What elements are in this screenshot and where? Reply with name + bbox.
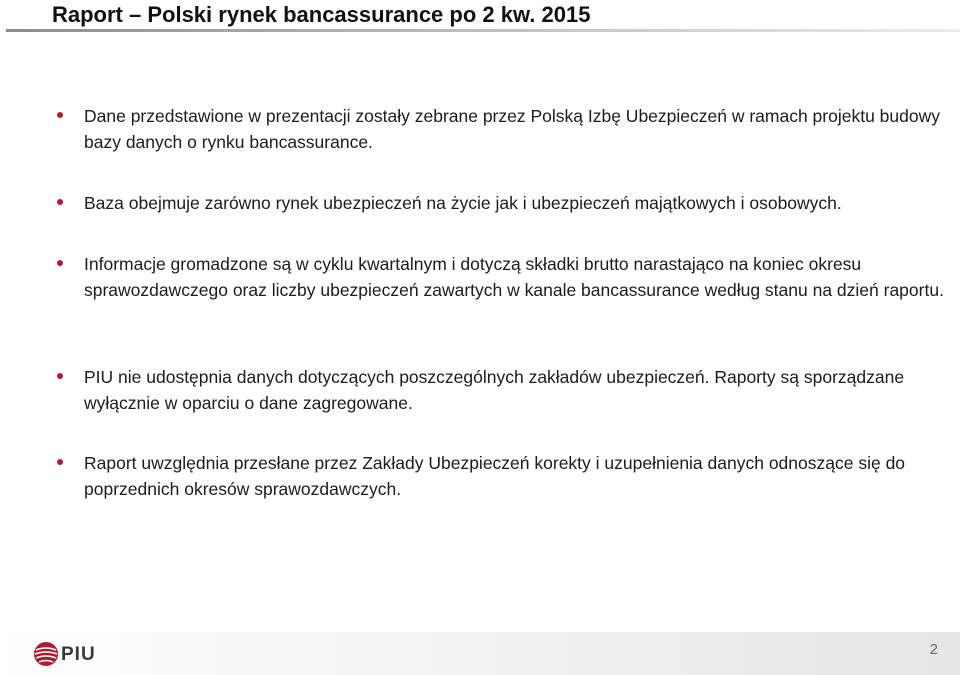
bullet-text: Baza obejmuje zarówno rynek ubezpieczeń na życie jak i ubezpieczeń majątkowych i osobowych. [84, 193, 842, 213]
piu-logo-icon [33, 641, 59, 667]
bullet-dot-icon [57, 199, 63, 205]
logo-text: PIU [61, 644, 96, 665]
bullet-text: Dane przedstawione w prezentacji zostały zebrane przez Polską Izbę Ubezpieczeń w ramach projektu budowy bazy danych o rynku bancassurance. [84, 106, 940, 152]
bullet-item [84, 251, 944, 303]
bullet-dot-icon [57, 373, 63, 379]
bullet-item [84, 190, 944, 216]
bullet-dot-icon [57, 459, 63, 465]
bullet-text: PIU nie udostępnia danych dotyczących poszczególnych zakładów ubezpieczeń. Raporty są sporządzane wyłącznie w oparciu o dane zagregowane. [84, 367, 905, 413]
piu-logo [33, 641, 97, 667]
page-number: 2 [929, 641, 938, 658]
bullet-item [84, 364, 944, 416]
bullet-text: Raport uwzględnia przesłane przez Zakłady Ubezpieczeń korekty i uzupełnienia danych odnoszące się do poprzednich okresów sprawozdawczych. [84, 453, 906, 499]
bullet-item [84, 450, 944, 502]
bullet-text: Informacje gromadzone są w cyklu kwartalnym i dotyczą składki brutto narastająco na koniec okresu sprawozdawczego oraz liczby ubezpieczeń zawartych w kanale bancassurance według stanu na dzień raportu. [84, 254, 944, 300]
bullet-dot-icon [57, 260, 63, 266]
bullet-dot-icon [57, 112, 63, 118]
footer-bar [0, 632, 960, 675]
slide-title: Raport – Polski rynek bancassurance po 2 kw. 2015 [52, 2, 591, 27]
title-divider [6, 29, 960, 32]
bullet-item [84, 103, 944, 155]
